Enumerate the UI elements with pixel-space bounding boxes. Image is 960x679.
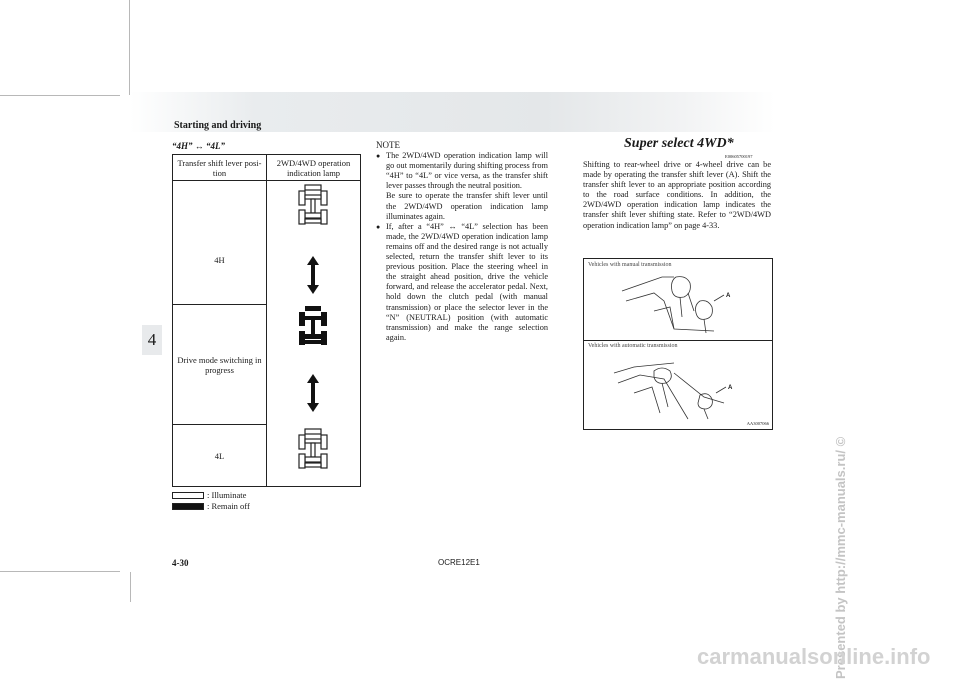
subheading: “4H” ↔ “4L” <box>172 141 225 151</box>
callout-a-manual: A <box>726 293 731 299</box>
legend-swatch-filled <box>172 503 204 510</box>
lamp-table <box>172 154 361 487</box>
legend-swatch-outline <box>172 492 204 499</box>
legend-remain-off-label: : Remain off <box>207 501 250 511</box>
section-code: E00605700197 <box>725 154 753 159</box>
crop-mark <box>0 95 120 96</box>
bullet-icon: ● <box>376 222 381 231</box>
section-heading: Super select 4WD* <box>624 136 734 151</box>
crop-mark <box>129 0 130 95</box>
shift-lever-figure <box>583 258 773 430</box>
crop-mark <box>130 572 131 602</box>
figure-divider <box>584 340 772 341</box>
figure-code: AA3007066 <box>746 421 769 426</box>
manual-lever-illustration <box>614 271 744 339</box>
table-row-switching: Drive mode switching in progress <box>173 305 267 425</box>
bullet-icon: ● <box>376 152 381 161</box>
legend-illuminate-label: : Illuminate <box>207 490 247 500</box>
note-bullet-1 <box>376 151 548 222</box>
callout-a-automatic: A <box>728 385 733 391</box>
lamp-icon-4l <box>299 429 327 468</box>
legend-remain-off <box>172 501 250 511</box>
table-header-lamp: 2WD/4WD operation indication lamp <box>267 155 361 181</box>
chapter-tab: 4 <box>142 325 162 355</box>
header-band-fade <box>545 92 775 132</box>
document-code: OCRE12E1 <box>438 558 480 567</box>
note-bullet-1-text-2: Be sure to operate the transfer shift lever until the 2WD/4WD operation indication lamp illuminates again. <box>386 191 548 221</box>
note-bullet-1-text: The 2WD/4WD operation indication lamp will go out momentarily during shifting process from “4H” to “4L” or vice versa, as the transfer shift lever passes through the neutral position. <box>386 151 548 191</box>
section-title: Starting and driving <box>174 120 262 131</box>
legend-illuminate <box>172 490 246 500</box>
lamp-icon-switching <box>299 306 327 345</box>
note-bullet-2-text: If, after a “4H” ↔ “4L” selection has been made, the 2WD/4WD operation indication lamp remains off and the desired range is not actually selected, return the transfer shift lever to its previous position. Place the steering wheel in the straight ahead position, drive the vehicle forward, and release the accelerator pedal. Next, hold down the clutch pedal (with manual transmission) or place the selector lever in the “N” (NEUTRAL) position (with automatic transmission) and make the range selection again. <box>386 221 548 342</box>
automatic-lever-illustration <box>604 353 754 423</box>
lamp-sequence-diagram <box>267 183 360 483</box>
watermark-bottom: carmanualsonline.info <box>697 644 931 669</box>
lamp-sequence-cell <box>267 181 361 487</box>
section-body: Shifting to rear-wheel drive or 4-wheel drive can be made by operating the transfer shift lever (A). Shift the transfer shift lever to an appropriate position according to the road surface conditions. In addition, the 2WD/4WD operation indication lamp indicates the transfer shift lever shifting state. Refer to “2WD/4WD operation indication lamp” on page 4-33. <box>583 160 771 230</box>
figure-label-automatic: Vehicles with automatic transmission <box>588 343 678 349</box>
crop-mark <box>0 571 120 572</box>
double-arrow-icon <box>307 256 319 294</box>
table-row-4l: 4L <box>173 425 267 487</box>
table-header-position: Transfer shift lever posi-tion <box>173 155 267 181</box>
lamp-icon-4h <box>299 185 327 224</box>
note-heading: NOTE <box>376 140 400 150</box>
watermark-vertical: Presented by http://mmc-manuals.ru/ © <box>833 436 848 679</box>
note-bullet-2 <box>376 222 548 343</box>
note-block <box>376 140 548 343</box>
page-number: 4-30 <box>172 558 189 568</box>
double-arrow-icon <box>307 374 319 412</box>
table-row-4h: 4H <box>173 181 267 305</box>
figure-label-manual: Vehicles with manual transmission <box>588 262 672 268</box>
